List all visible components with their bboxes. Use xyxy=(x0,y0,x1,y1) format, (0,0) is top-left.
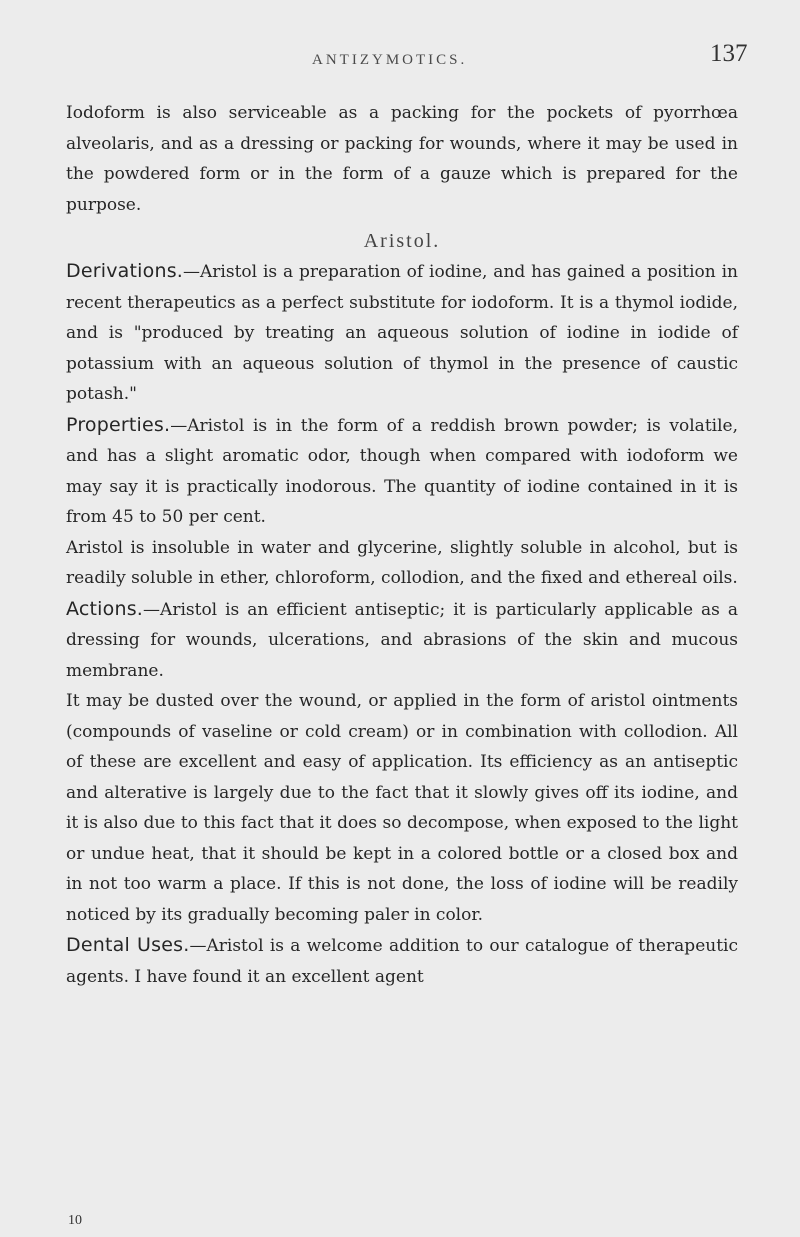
dental-uses-text: —Aristol is a welcome addition to our catalogue of therapeutic agents. I have found it an excellent agent xyxy=(66,936,738,987)
properties-heading: Properties. xyxy=(66,413,171,436)
dental-uses-heading: Dental Uses. xyxy=(66,934,190,956)
signature-mark: 10 xyxy=(68,1213,82,1228)
actions-heading: Actions. xyxy=(66,597,144,620)
running-head: ANTIZYMOTICS. xyxy=(312,52,468,68)
intro-paragraph: Iodoform is also serviceable as a packing for the pockets of pyorrhœa alveolaris, and as a dressing or packing for wounds, where it may be used in the powdered form or in the form of a gauze which is prepared for the purpose. xyxy=(66,103,738,215)
body-text xyxy=(66,98,738,992)
actions-text: —Aristol is an efficient antiseptic; it is particularly applicable as a dressing for wounds, ulcerations, and abrasions of the skin and mucous membrane. xyxy=(66,599,738,681)
section-title: Aristol. xyxy=(363,230,441,252)
dental-uses-paragraph xyxy=(66,930,738,992)
actions-paragraph-2: It may be dusted over the wound, or applied in the form of aristol ointments (compounds of vaseline or cold cream) or in combination with collodion. All of these are excellent and easy of application. Its efficiency as an antiseptic and alterative is largely due to the fact that it slowly gives off its iodine, and it is also due to this fact that it does so decompose, when exposed to the light or undue heat, that it should be kept in a colored bottle or a closed box and in not too warm a place. If this is not done, the loss of iodine will be readily noticed by its gradually becoming paler in color. xyxy=(66,691,738,925)
actions-paragraph xyxy=(66,594,738,687)
properties-paragraph xyxy=(66,410,738,533)
properties-text: —Aristol is in the form of a reddish brown powder; is volatile, and has a slight aromatic odor, though when compared with iodoform we may say it is practically inodorous. The quantity of iodine contained in it is from 45 to 50 per cent. xyxy=(66,415,738,527)
properties-paragraph-2: Aristol is insoluble in water and glycerine, slightly soluble in alcohol, but is readily soluble in ether, chloroform, collodion, and the fixed and ethereal oils. xyxy=(66,537,738,588)
page-number: 137 xyxy=(710,40,748,67)
derivations-paragraph xyxy=(66,256,738,410)
derivations-text: —Aristol is a preparation of iodine, and has gained a position in recent therapeutics as a perfect substitute for iodoform. It is a thymol iodide, and is "produced by treating an aqueous solution of iodine in iodide of potassium with an aqueous solution of thymol in the presence of caustic potash." xyxy=(66,262,738,404)
derivations-heading: Derivations. xyxy=(66,260,184,282)
